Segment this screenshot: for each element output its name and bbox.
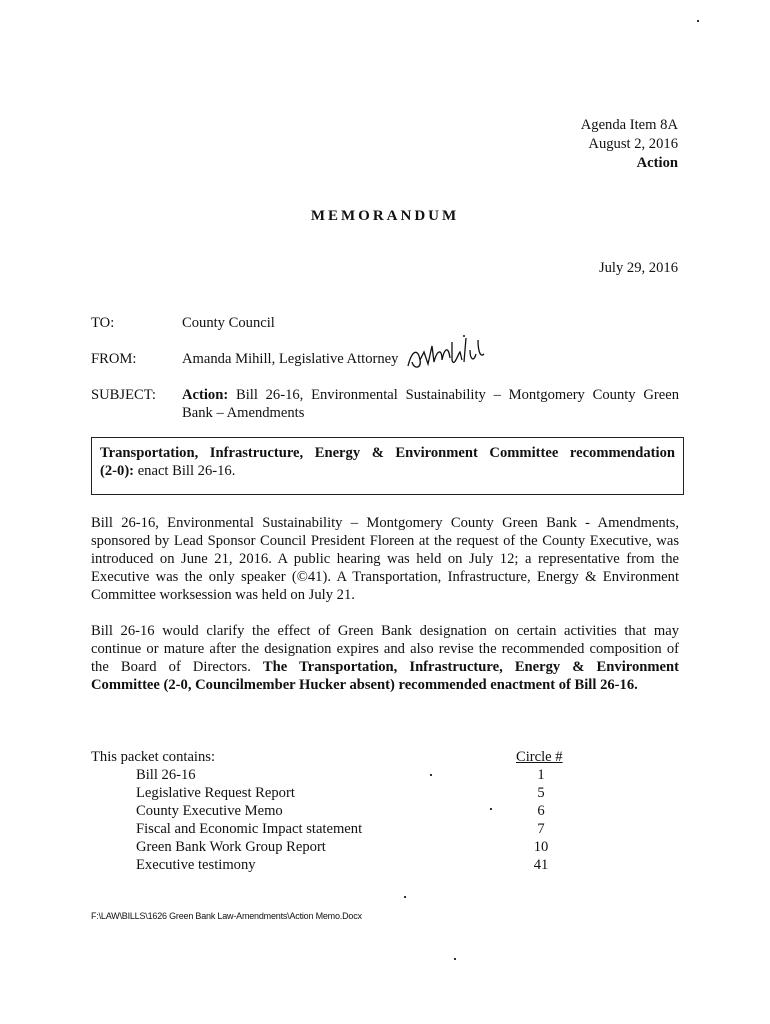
recommendation-box — [91, 437, 684, 495]
paragraph-1-line: sponsored by Lead Sponsor Council President Floreen at the request of the County Executive, was — [91, 533, 679, 549]
packet-item-label: County Executive Memo — [136, 803, 283, 819]
paragraph-2-line-4: Committee (2-0, Councilmember Hucker absent) recommended enactment of Bill 26-16. — [91, 677, 638, 693]
from-value: Amanda Mihill, Legislative Attorney — [182, 351, 399, 367]
subject-text-1: Bill 26-16, Environmental Sustainability – Montgomery County Green — [228, 387, 679, 403]
agenda-block — [581, 116, 678, 173]
packet-item-label: Green Bank Work Group Report — [136, 839, 326, 855]
scan-speck — [697, 20, 699, 22]
scan-speck — [430, 774, 432, 776]
recommendation-line-1: Transportation, Infrastructure, Energy & Environment Committee recommendation — [100, 445, 675, 461]
agenda-status: Action — [636, 155, 678, 171]
file-path-footer: F:\LAW\BILLS\1626 Green Bank Law-Amendments\Action Memo.Docx — [91, 911, 362, 921]
subject-line-1 — [182, 386, 679, 404]
packet-item-circle: 7 — [537, 821, 545, 837]
circle-header: Circle # — [516, 749, 563, 765]
paragraph-1-line: introduced on June 21, 2016. A public hearing was held on July 12; a representative from the — [91, 551, 679, 567]
scan-speck — [454, 958, 456, 960]
packet-item-circle: 6 — [537, 803, 545, 819]
paragraph-2-line: Bill 26-16 would clarify the effect of Green Bank designation on certain activities that may — [91, 623, 679, 639]
packet-item-circle: 41 — [533, 857, 549, 873]
paragraph-1-line: Executive was the only speaker (©41). A Transportation, Infrastructure, Energy & Environment — [91, 569, 679, 585]
subject-value — [182, 386, 679, 422]
paragraph-1-line: Bill 26-16, Environmental Sustainability – Montgomery County Green Bank - Amendments, — [91, 515, 679, 531]
packet-item-circle: 1 — [537, 767, 545, 783]
paragraph-2-line-3 — [91, 658, 679, 676]
agenda-item: Agenda Item 8A — [580, 117, 678, 133]
paragraph-2 — [91, 622, 679, 694]
to-label: TO: — [91, 315, 115, 331]
recommendation-vote: (2-0): — [100, 463, 135, 479]
packet-item-circle: 10 — [533, 839, 549, 855]
packet-item-label: Legislative Request Report — [136, 785, 295, 801]
paragraph-1-line: Committee worksession was held on July 21. — [91, 587, 355, 603]
packet-title: This packet contains: — [91, 749, 216, 765]
paragraph-2-line: continue or mature after the designation expires and also revise the recommended composition of — [91, 641, 679, 657]
subject-line-2: Bank – Amendments — [182, 405, 305, 421]
paragraph-1 — [91, 514, 679, 604]
to-value: County Council — [182, 315, 275, 331]
subject-label: SUBJECT: — [91, 387, 156, 403]
agenda-date: August 2, 2016 — [588, 136, 678, 152]
paragraph-2-line-3-bold: The Transportation, Infrastructure, Energy & Environment — [262, 659, 679, 675]
memo-date: July 29, 2016 — [598, 260, 678, 276]
scan-speck — [490, 808, 492, 810]
packet-item-circle: 5 — [537, 785, 545, 801]
subject-prefix: Action: — [182, 387, 229, 403]
packet-item-label: Executive testimony — [136, 857, 256, 873]
packet-item-label: Fiscal and Economic Impact statement — [136, 821, 363, 837]
recommendation-action: enact Bill 26-16. — [134, 463, 236, 479]
paragraph-2-line-3-plain: the Board of Directors. — [91, 659, 263, 675]
recommendation-line-2 — [100, 462, 675, 480]
memo-title: MEMORANDUM — [310, 208, 460, 224]
scan-speck — [404, 896, 406, 898]
packet-item-label: Bill 26-16 — [136, 767, 196, 783]
signature-initials — [404, 330, 488, 374]
from-label: FROM: — [91, 351, 137, 367]
